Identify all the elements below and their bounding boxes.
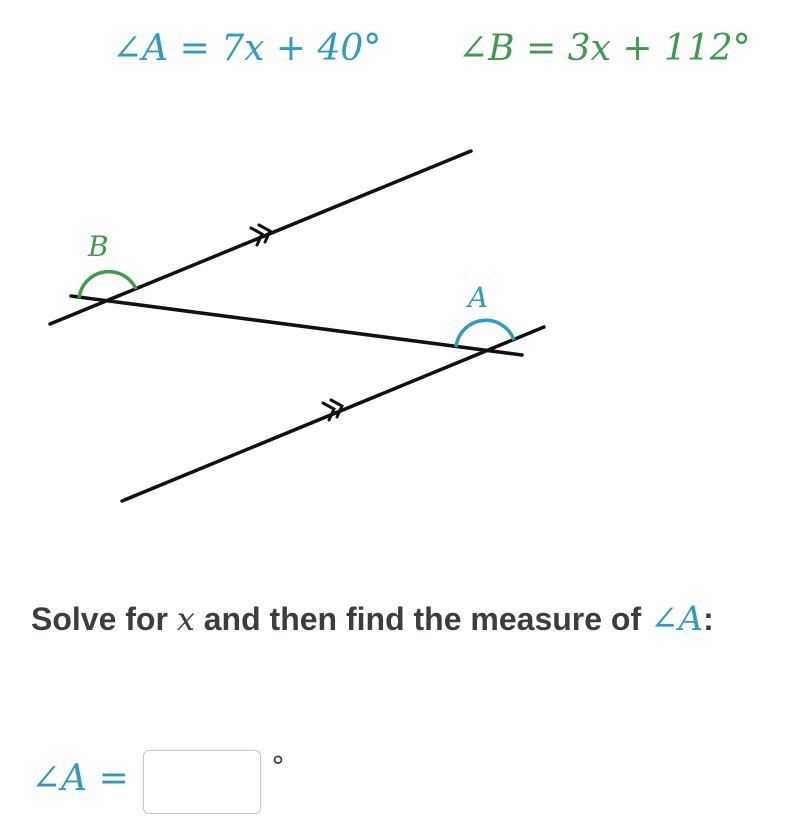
question-prefix: Solve for [31,601,177,637]
parallel-lines-diagram [0,110,600,530]
question-text [31,594,751,644]
angle-b-label: B [88,230,109,263]
angle-b-equation: ∠B = 3x + 112° [458,28,751,69]
question-colon: : [703,601,714,637]
question-angle: ∠A [650,599,704,639]
answer-input[interactable] [143,750,261,814]
degree-symbol: ° [271,750,285,783]
question-middle: and then find the measure of [194,601,651,637]
variable-x: x [176,600,195,638]
answer-label: ∠A = [31,758,129,799]
angle-a-equation: ∠A = 7x + 40° [112,28,382,69]
angle-a-label: A [468,281,489,314]
